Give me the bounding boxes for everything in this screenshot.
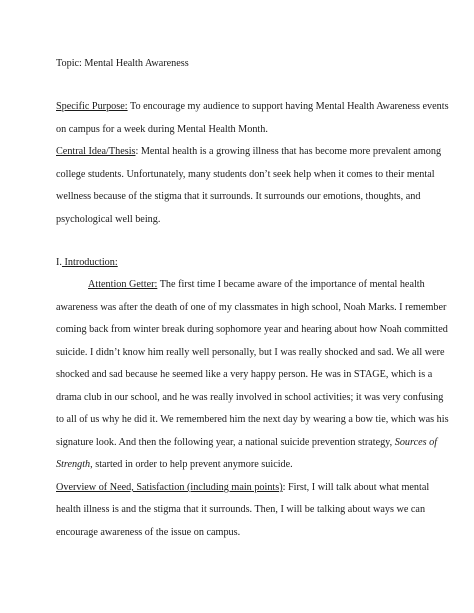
central-idea-text: wellness because of the stigma that it surrounds. It surrounds our emotions, thoughts, and xyxy=(56,191,421,202)
introduction-title: Introduction: xyxy=(61,257,118,268)
attention-getter-line-8 xyxy=(56,436,437,450)
attention-getter-text: awareness was after the death of one of my classmates in high school, Noah Marks. I remember xyxy=(56,302,447,313)
attention-getter-text: shocked and sad because he seemed like a very happy person. He was in STAGE, which is a xyxy=(56,369,433,380)
central-idea-line-3 xyxy=(56,190,420,204)
overview-line-1 xyxy=(56,481,429,495)
overview-line-3 xyxy=(56,526,240,540)
attention-getter-italic: Sources of xyxy=(394,437,438,448)
central-idea-label: Central Idea/Thesis xyxy=(56,146,136,157)
topic-line xyxy=(56,57,189,71)
attention-getter-line-9 xyxy=(56,458,293,472)
topic-text: Topic: Mental Health Awareness xyxy=(56,58,189,69)
attention-getter-text: signature look. And then the following year, a national suicide prevention strategy, xyxy=(56,437,395,448)
attention-getter-line-6 xyxy=(56,391,443,405)
attention-getter-line-2 xyxy=(56,301,446,315)
attention-getter-text: , started in order to help prevent anymore suicide. xyxy=(90,459,293,470)
attention-getter-line-3 xyxy=(56,323,448,337)
central-idea-line-4 xyxy=(56,213,160,227)
attention-getter-line-5 xyxy=(56,368,432,382)
central-idea-line-2 xyxy=(56,168,435,182)
specific-purpose-label: Specific Purpose: xyxy=(56,101,128,112)
specific-purpose-text: To encourage my audience to support having Mental Health Awareness events xyxy=(127,101,449,112)
overview-text: encourage awareness of the issue on campus. xyxy=(56,527,241,538)
attention-getter-text: suicide. I didn’t know him really well personally, but I was really shocked and sad. We all were xyxy=(56,347,445,358)
attention-getter-text: to all of us why he did it. We remembered him the next day by wearing a bow tie, which was his xyxy=(56,414,449,425)
overview-text: health illness is and the stigma that it surrounds. Then, I will be talking about ways we can xyxy=(56,504,426,515)
specific-purpose-line-1 xyxy=(56,100,449,114)
central-idea-text: college students. Unfortunately, many students don’t seek help when it comes to their mental xyxy=(56,169,435,180)
specific-purpose-line-2 xyxy=(56,123,268,137)
central-idea-line-1 xyxy=(56,145,441,159)
overview-label: Overview of Need, Satisfaction (including main points) xyxy=(56,482,283,493)
attention-getter-line-1 xyxy=(88,278,425,292)
attention-getter-text: coming back from winter break during sophomore year and hearing about how Noah committed xyxy=(56,324,448,335)
introduction-heading xyxy=(56,256,118,270)
attention-getter-italic: Strength xyxy=(56,459,91,470)
central-idea-text: : Mental health is a growing illness that has become more prevalent among xyxy=(135,146,442,157)
specific-purpose-text: on campus for a week during Mental Health Month. xyxy=(56,124,268,135)
attention-getter-text: drama club in our school, and he was really involved in school activities; it was very confusing xyxy=(56,392,444,403)
attention-getter-line-7 xyxy=(56,413,449,427)
overview-line-2 xyxy=(56,503,425,517)
central-idea-text: psychological well being. xyxy=(56,214,161,225)
attention-getter-label: Attention Getter: xyxy=(88,279,158,290)
attention-getter-text: The first time I became aware of the importance of mental health xyxy=(157,279,425,290)
overview-text: : First, I will talk about what mental xyxy=(282,482,430,493)
introduction-numeral: I. xyxy=(56,257,62,268)
attention-getter-line-4 xyxy=(56,346,445,360)
